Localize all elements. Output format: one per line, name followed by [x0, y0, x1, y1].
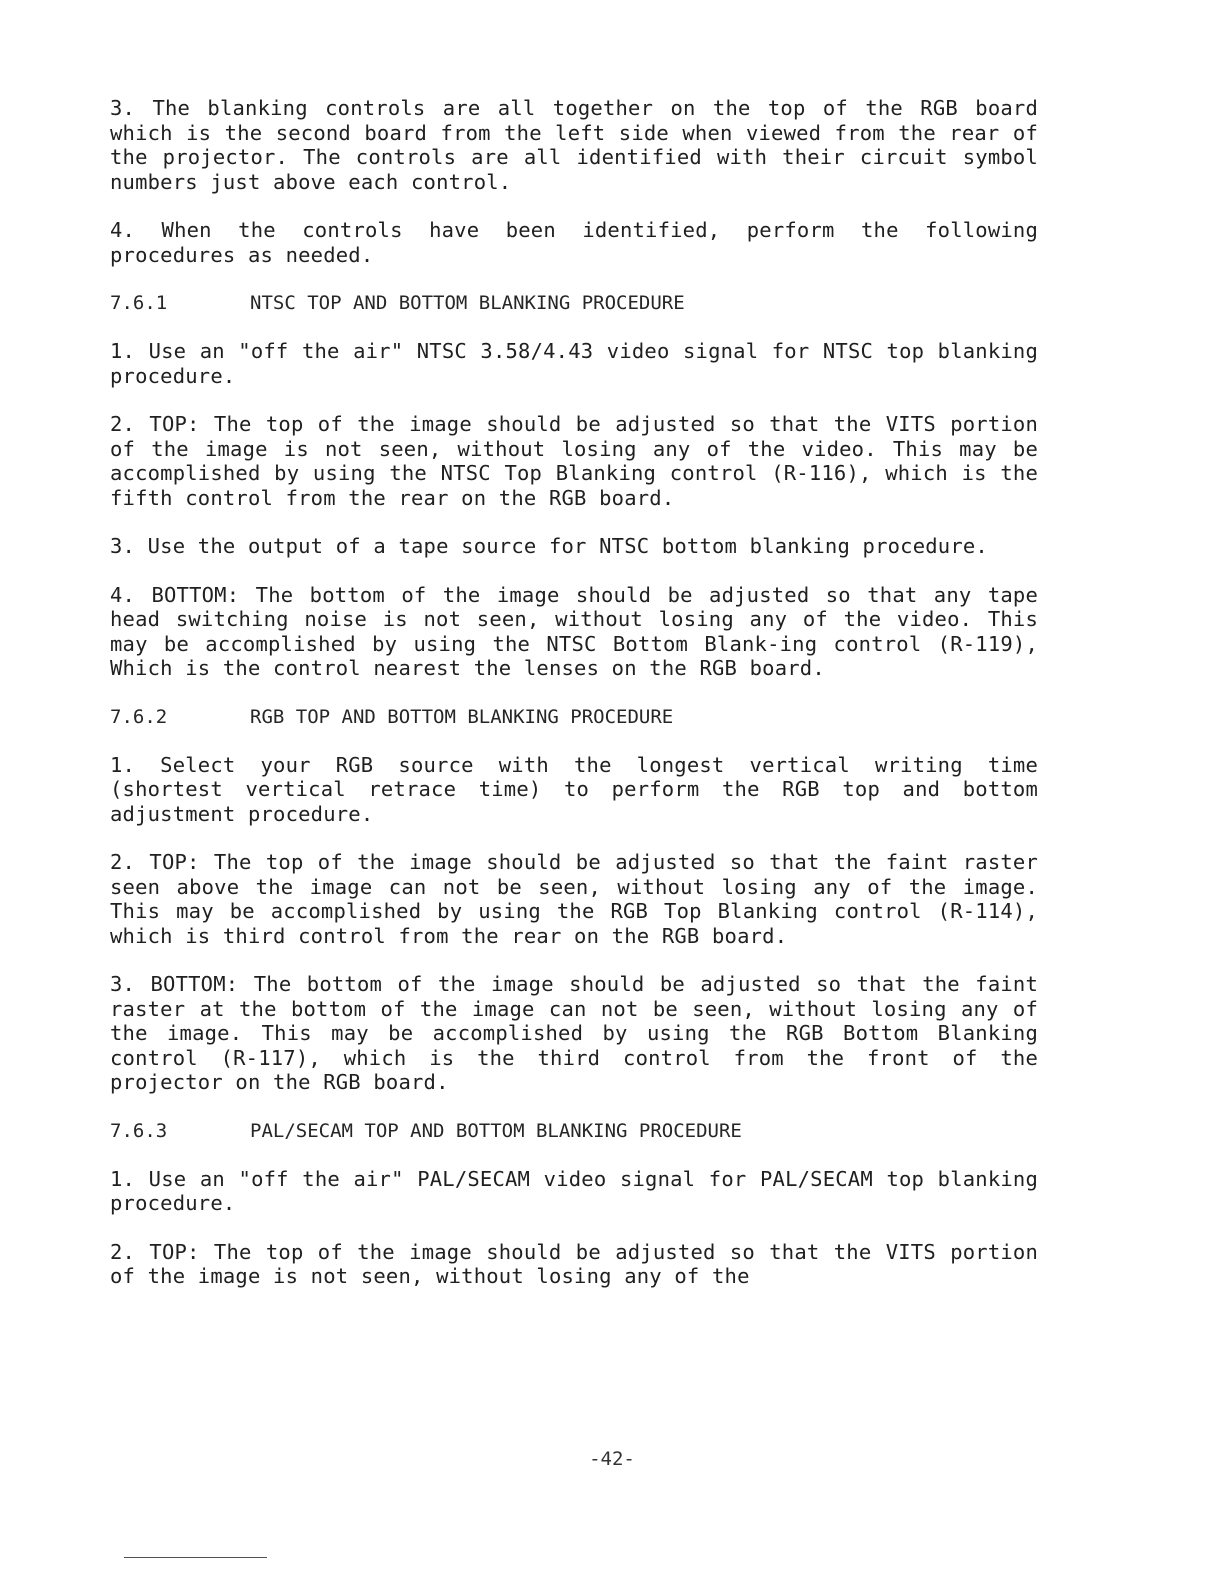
ntsc-step-3: 3. Use the output of a tape source for NTSC bottom blanking procedure.: [110, 534, 988, 558]
section-number: 7.6.3: [110, 1119, 168, 1142]
rgb-step-3: 3. BOTTOM: The bottom of the image should be adjusted so that the faint raster at the bottom of the image can not be seen, without losing any of the image. This may be accomplished by using the RGB Bottom Blanking control (R-117), which is the third control from the front of the projector on the RGB board.: [110, 972, 1038, 1094]
section-heading-rgb: [110, 705, 1038, 729]
section-number: 7.6.1: [110, 292, 168, 314]
rgb-step-1: 1. Select your RGB source with the longest vertical writing time (shortest vertical retrace time) to perform the RGB top and bottom adjustment procedure.: [110, 752, 1038, 826]
pal-step-2: 2. TOP: The top of the image should be adjusted so that the VITS portion of the image is not seen, without losing any of the: [110, 1239, 1038, 1288]
section-title: RGB TOP AND BOTTOM BLANKING PROCEDURE: [250, 705, 674, 728]
pal-step-1: 1. Use an "off the air" PAL/SECAM video signal for PAL/SECAM top blanking procedure.: [110, 1166, 1038, 1215]
ntsc-step-2: 2. TOP: The top of the image should be adjusted so that the VITS portion of the image is not seen, without losing any of the video. This may be accomplished by using the NTSC Top Blanking control (R-116), which is the fifth control from the rear on the RGB board.: [110, 412, 1038, 510]
section-heading-ntsc: [110, 291, 1038, 315]
section-title: NTSC TOP AND BOTTOM BLANKING PROCEDURE: [250, 292, 685, 314]
ntsc-step-4: 4. BOTTOM: The bottom of the image should be adjusted so that any tape head switching noise is not seen, without losing any of the video. This may be accomplished by using the NTSC Bottom Blank-ing control (R-119), Which is the control nearest the lenses on the RGB board.: [110, 582, 1038, 680]
paragraph-intro-3: 3. The blanking controls are all together on the top of the RGB board which is the second board from the left side when viewed from the rear of the projector. The controls are all identified with their circuit symbol numbers just above each control.: [110, 96, 1038, 194]
section-number: 7.6.2: [110, 705, 168, 728]
section-title: PAL/SECAM TOP AND BOTTOM BLANKING PROCEDURE: [250, 1119, 742, 1142]
section-heading-pal-secam: [110, 1119, 1038, 1143]
ntsc-step-1: 1. Use an "off the air" NTSC 3.58/4.43 video signal for NTSC top blanking procedure.: [110, 339, 1038, 388]
page-number: -42-: [589, 1448, 635, 1470]
document-page: [110, 96, 1038, 1313]
paragraph-intro-4: 4. When the controls have been identified, perform the following procedures as needed.: [110, 218, 1038, 267]
footnote-rule: [124, 1557, 267, 1558]
rgb-step-2: 2. TOP: The top of the image should be adjusted so that the faint raster seen above the image can not be seen, without losing any of the image. This may be accomplished by using the RGB Top Blanking control (R-114), which is third control from the rear on the RGB board.: [110, 850, 1038, 948]
